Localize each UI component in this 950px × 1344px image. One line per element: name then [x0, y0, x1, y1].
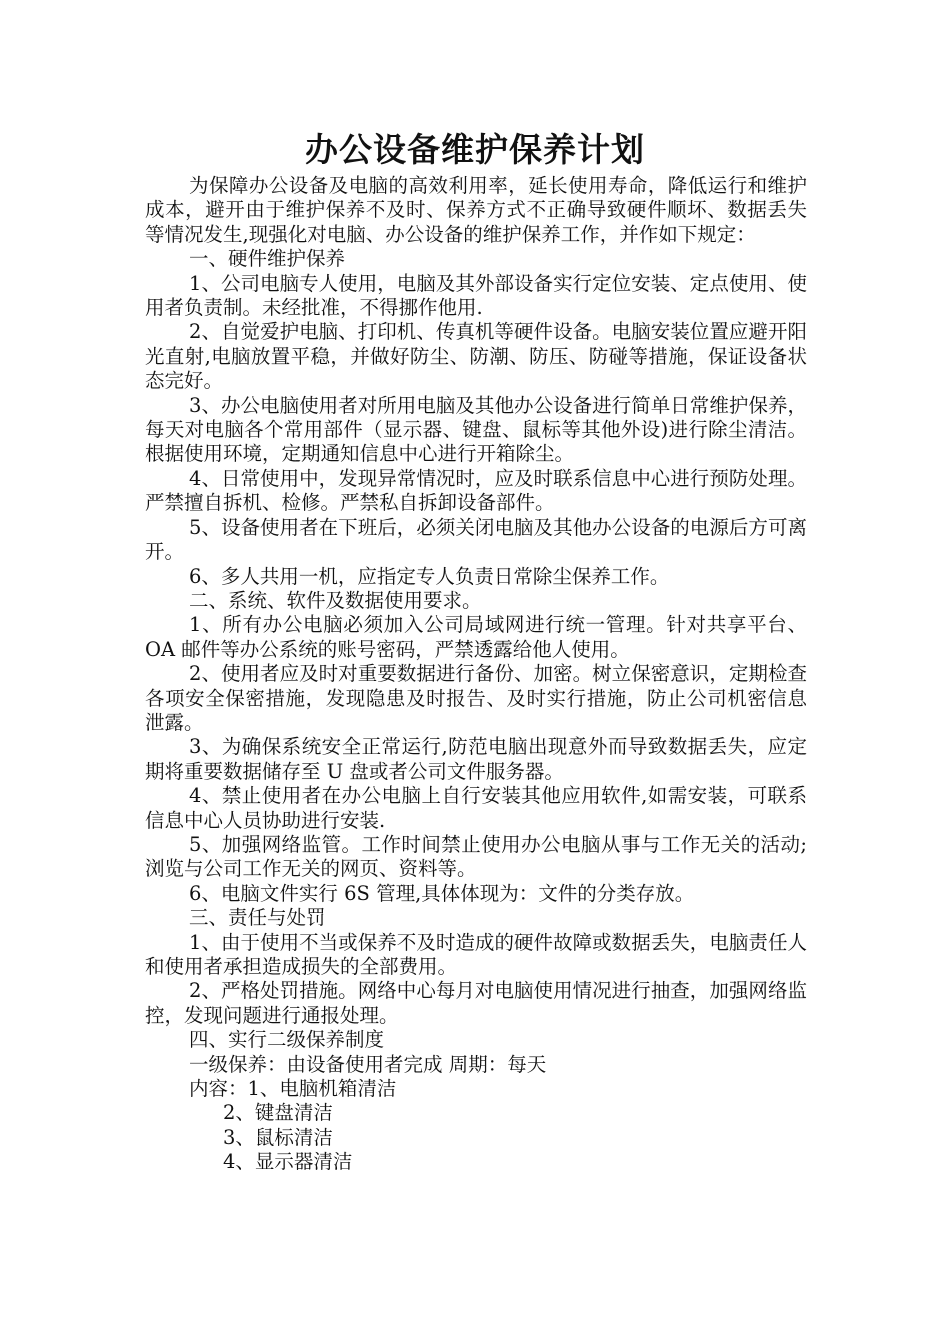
document-body — [145, 174, 807, 1175]
paragraph: 5、设备使用者在下班后，必须关闭电脑及其他办公设备的电源后方可离开。 — [145, 515, 807, 564]
section-heading-maintenance: 四、实行二级保养制度 — [189, 1028, 385, 1052]
list-item: 2、键盘清洁 — [223, 1101, 333, 1125]
list-item: 3、鼠标清洁 — [223, 1125, 333, 1149]
paragraph: 4、日常使用中，发现异常情况时，应及时联系信息中心进行预防处理。严禁擅自拆机、检修。严禁私自拆卸设备部件。 — [145, 466, 807, 515]
paragraph: 1、公司电脑专人使用，电脑及其外部设备实行定位安装、定点使用、使用者负责制。未经批准，不得挪作他用. — [145, 271, 807, 320]
paragraph: 内容：1、电脑机箱清洁 — [189, 1077, 397, 1101]
paragraph: 1、由于使用不当或保养不及时造成的硬件故障或数据丢失，电脑责任人和使用者承担造成损失的全部费用。 — [145, 930, 807, 978]
paragraph: 1、所有办公电脑必须加入公司局域网进行统一管理。针对共享平台、OA 邮件等办公系统的账号密码，严禁透露给他人使用。 — [145, 613, 807, 661]
paragraph: 6、多人共用一机，应指定专人负责日常除尘保养工作。 — [189, 564, 670, 588]
paragraph: 6、电脑文件实行 6S 管理,具体体现为：文件的分类存放。 — [189, 881, 695, 905]
paragraph: 3、为确保系统安全正常运行,防范电脑出现意外而导致数据丢失，应定期将重要数据储存至 U 盘或者公司文件服务器。 — [145, 735, 807, 783]
document-title: 办公设备维护保养计划 — [305, 130, 645, 169]
paragraph: 3、办公电脑使用者对所用电脑及其他办公设备进行简单日常维护保养，每天对电脑各个常用部件（显示器、键盘、鼠标等其他外设)进行除尘清洁。根据使用环境，定期通知信息中心进行开箱除尘。 — [145, 393, 807, 466]
intro-paragraph: 为保障办公设备及电脑的高效利用率，延长使用寿命，降低运行和维护成本，避开由于维护保养不及时、保养方式不正确导致硬件顺坏、数据丢失等情况发生,现强化对电脑、办公设备的维护保养工作，并作如下规定： — [145, 174, 807, 246]
paragraph: 4、禁止使用者在办公电脑上自行安装其他应用软件,如需安装，可联系信息中心人员协助进行安装. — [145, 784, 807, 832]
paragraph: 2、严格处罚措施。网络中心每月对电脑使用情况进行抽查，加强网络监控，发现问题进行通报处理。 — [145, 979, 807, 1027]
paragraph: 5、加强网络监管。工作时间禁止使用办公电脑从事与工作无关的活动;浏览与公司工作无关的网页、资料等。 — [145, 832, 807, 881]
paragraph: 2、使用者应及时对重要数据进行备份、加密。树立保密意识，定期检查各项安全保密措施，发现隐患及时报告、及时实行措施，防止公司机密信息泄露。 — [145, 662, 807, 734]
section-heading-responsibility: 三、责任与处罚 — [189, 906, 326, 930]
section-heading-software: 二、系统、软件及数据使用要求。 — [189, 588, 482, 612]
paragraph: 2、自觉爱护电脑、打印机、传真机等硬件设备。电脑安装位置应避开阳光直射,电脑放置平稳，并做好防尘、防潮、防压、防碰等措施，保证设备状态完好。 — [145, 320, 807, 393]
paragraph: 一级保养：由设备使用者完成 周期：每天 — [189, 1052, 547, 1076]
list-item: 4、显示器清洁 — [223, 1150, 353, 1174]
section-heading-hardware: 一、硬件维护保养 — [189, 247, 346, 271]
